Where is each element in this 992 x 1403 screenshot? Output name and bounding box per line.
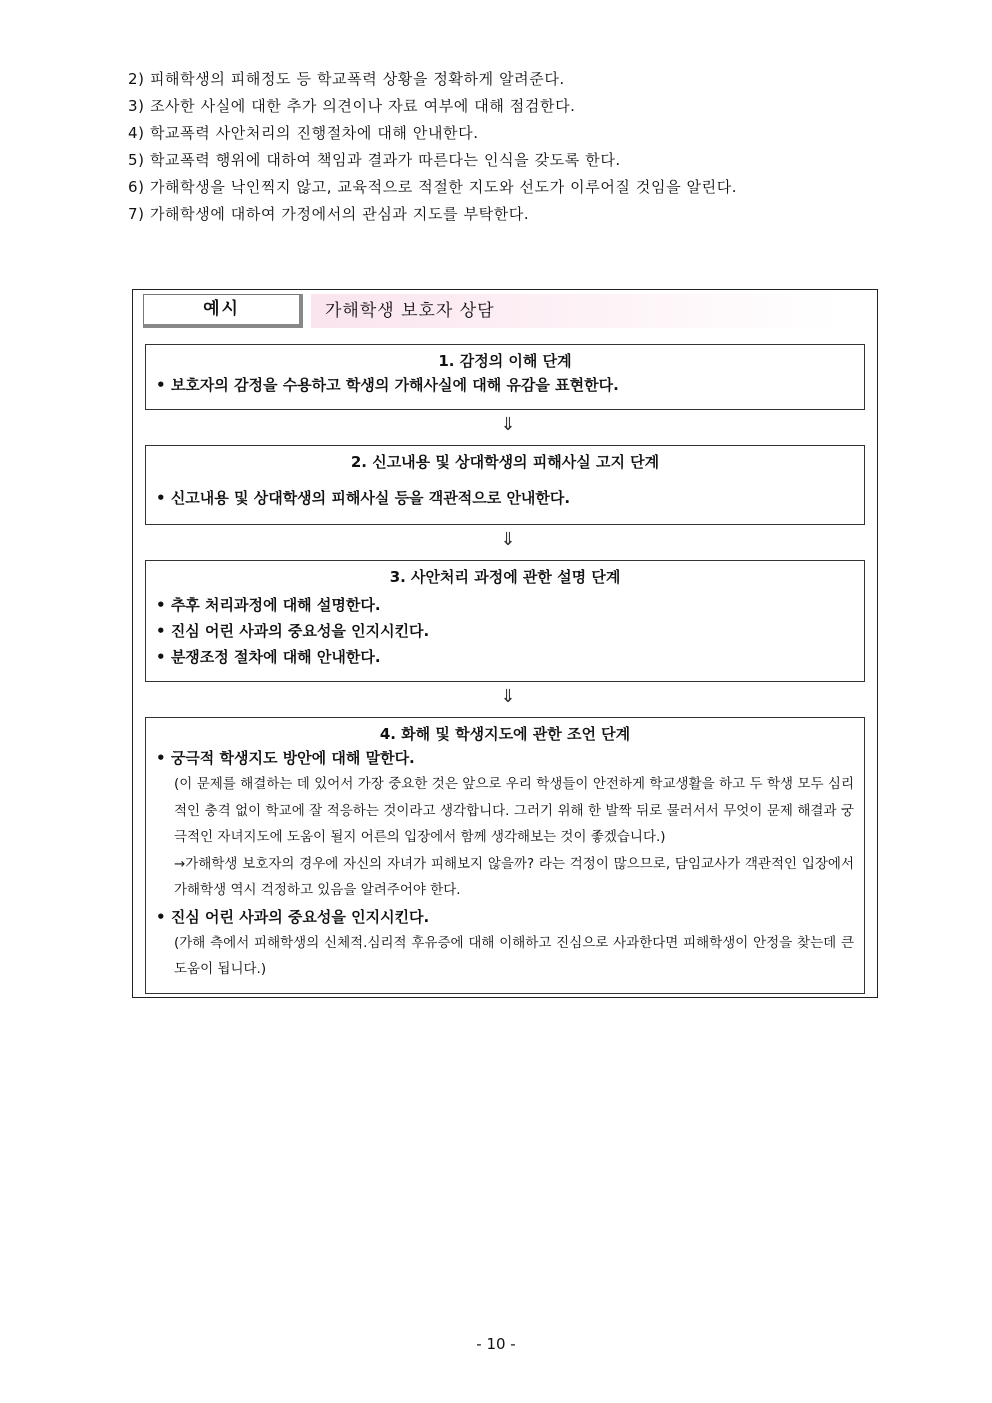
step-bullet: • 진심 어린 사과의 중요성을 인지시킨다.	[154, 904, 856, 930]
step-bullet: • 추후 처리과정에 대해 설명한다.	[154, 592, 856, 618]
step-note: →가해학생 보호자의 경우에 자신의 자녀가 피해보지 않을까? 라는 걱정이 많으므로, 담임교사가 객관적인 입장에서 가해학생 역시 걱정하고 있음을 알려주어야 한다.	[174, 855, 854, 898]
step-bullet: • 궁극적 학생지도 방안에 대해 말한다.	[154, 745, 856, 771]
step-bullet: • 분쟁조정 절차에 대해 안내한다.	[154, 644, 856, 670]
step-bullet: • 보호자의 감정을 수용하고 학생의 가해사실에 대해 유감을 표현한다.	[154, 372, 856, 398]
step-title: 2. 신고내용 및 상대학생의 피해사실 고지 단계	[350, 453, 660, 471]
example-title: 가해학생 보호자 상담	[311, 294, 837, 328]
intro-item: 2) 피해학생의 피해정도 등 학교폭력 상황을 정확하게 알려준다.	[128, 70, 565, 88]
intro-item: 5) 학교폭력 행위에 대하여 책임과 결과가 따른다는 인식을 갖도록 한다.	[128, 151, 621, 169]
step-title: 4. 화해 및 학생지도에 관한 조언 단계	[379, 725, 631, 743]
intro-item: 6) 가해학생을 낙인찍지 않고, 교육적으로 적절한 지도와 선도가 이루어질 것임을 알린다.	[128, 178, 738, 196]
intro-item: 7) 가해학생에 대하여 가정에서의 관심과 지도를 부탁한다.	[128, 205, 530, 223]
down-arrow-icon: ⇓	[500, 529, 516, 550]
example-tag: 예시	[143, 294, 303, 328]
example-box	[132, 289, 878, 998]
step-box-1	[145, 344, 865, 410]
step-title: 1. 감정의 이해 단계	[438, 352, 572, 370]
step-box-3	[145, 560, 865, 682]
step-title: 3. 사안처리 과정에 관한 설명 단계	[389, 568, 621, 586]
down-arrow-icon: ⇓	[500, 686, 516, 707]
step-box-4	[145, 717, 865, 994]
intro-item: 4) 학교폭력 사안처리의 진행절차에 대해 안내한다.	[128, 124, 479, 142]
step-box-2	[145, 445, 865, 525]
intro-item: 3) 조사한 사실에 대한 추가 의견이나 자료 여부에 대해 점검한다.	[128, 97, 576, 115]
step-bullet: • 진심 어린 사과의 중요성을 인지시킨다.	[154, 618, 856, 644]
intro-list	[128, 66, 888, 228]
step-note: (가해 측에서 피해학생의 신체적.심리적 후유증에 대해 이해하고 진심으로 사과한다면 피해학생이 안정을 찾는데 큰 도움이 됩니다.)	[174, 934, 854, 977]
step-bullet: • 신고내용 및 상대학생의 피해사실 등을 객관적으로 안내한다.	[154, 485, 856, 511]
step-note: (이 문제를 해결하는 데 있어서 가장 중요한 것은 앞으로 우리 학생들이 안전하게 학교생활을 하고 두 학생 모두 심리적인 충격 없이 학교에 잘 적응하는 것이라고 생각합니다. 그러기 위해 한 발짝 뒤로 물러서서 무엇이 문제 해결과 궁극적인 자녀지도에 도움이 될지 어른의 입장에서 함께 생각해보는 것이 좋겠습니다.)	[174, 776, 854, 845]
down-arrow-icon: ⇓	[500, 414, 516, 435]
page-number: - 10 -	[476, 1335, 516, 1353]
